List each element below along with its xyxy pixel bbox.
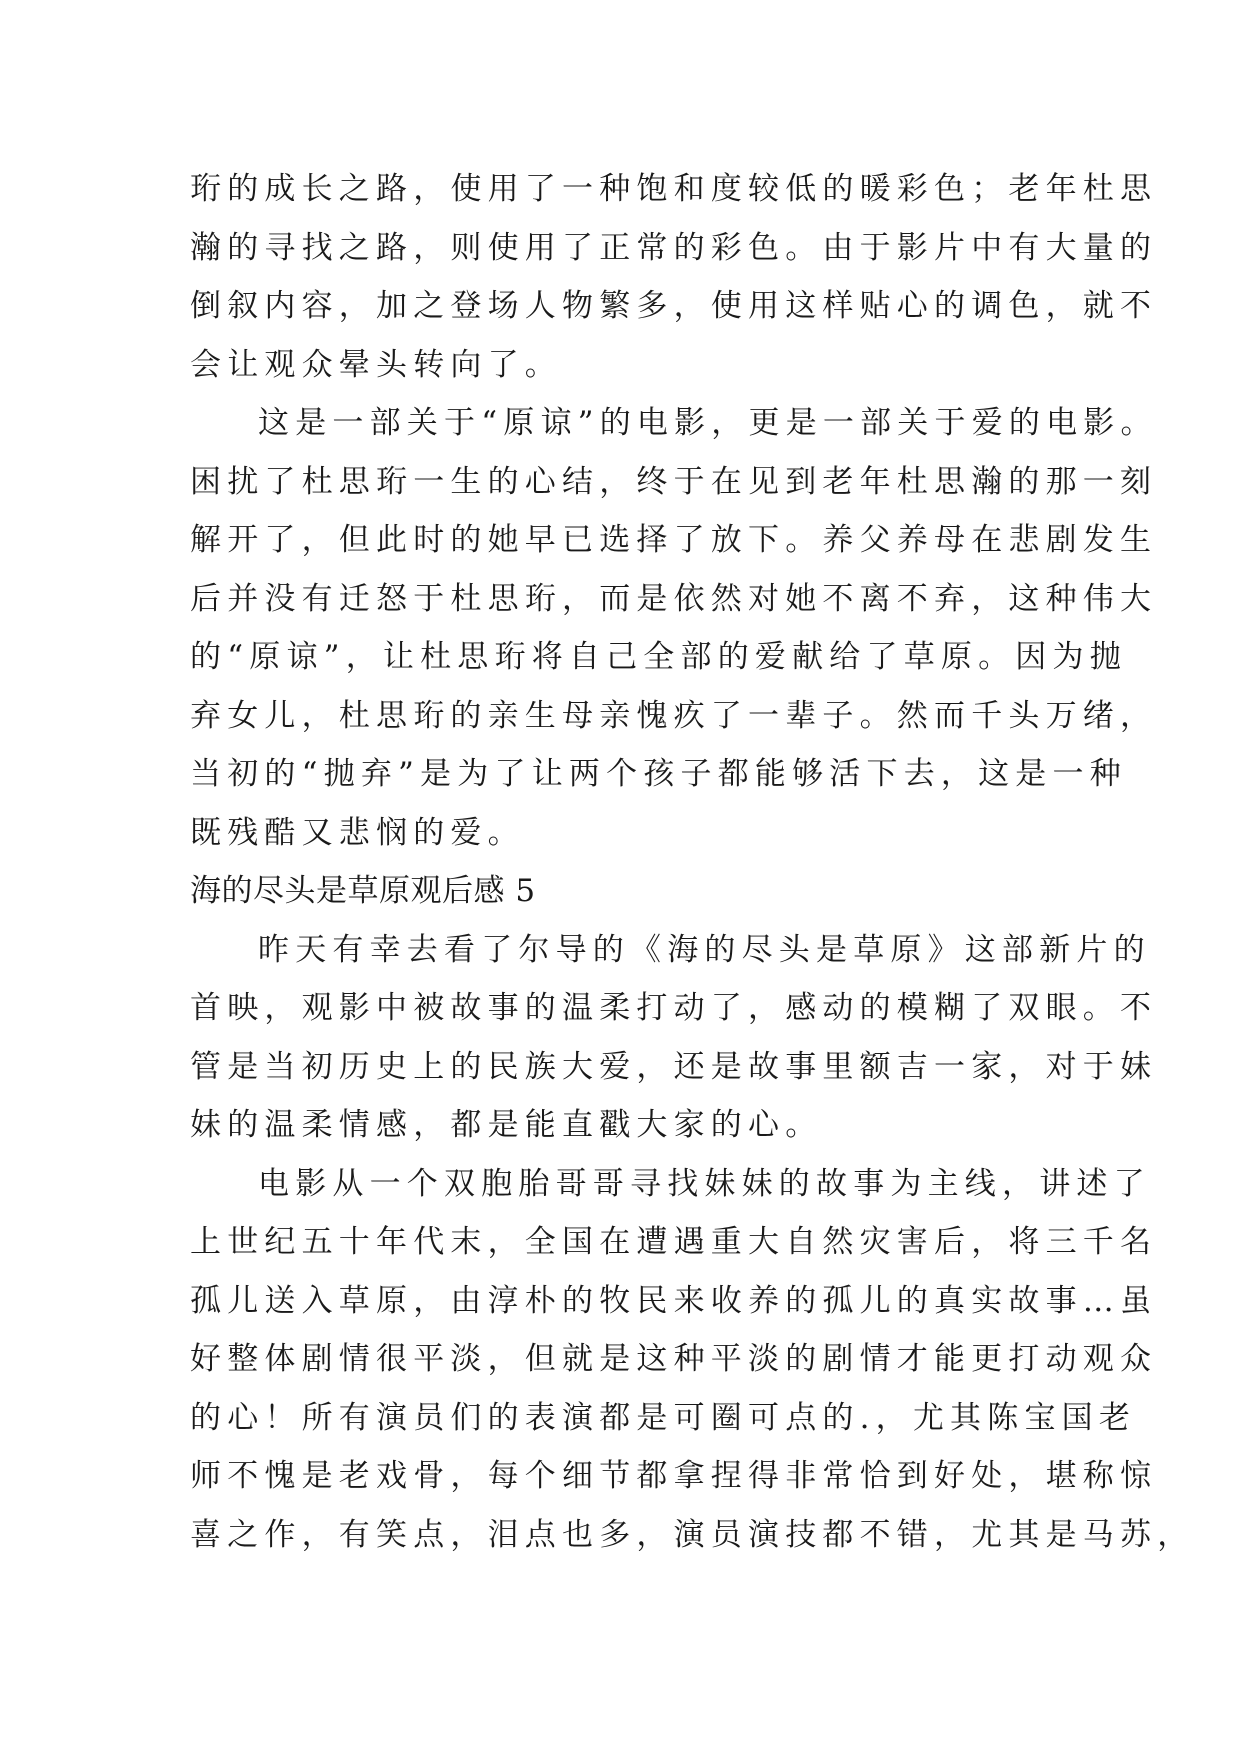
paragraph-4 — [190, 1155, 1195, 1565]
text-line: 的心！所有演员们的表演都是可圈可点的.，尤其陈宝国老 — [190, 1399, 1137, 1436]
text-line: 的“原谅”，让杜思珩将自己全部的爱献给了草原。因为抛 — [190, 639, 1127, 675]
text-line: 好整体剧情很平淡，但就是这种平淡的剧情才能更打动观众 — [190, 1341, 1158, 1377]
text-line: 瀚的寻找之路，则使用了正常的彩色。由于影片中有大量的 — [190, 229, 1158, 266]
text-line: 首映，观影中被故事的温柔打动了，感动的模糊了双眼。不 — [190, 990, 1158, 1026]
text-line: 上世纪五十年代末，全国在遭遇重大自然灾害后，将三千名 — [190, 1224, 1158, 1260]
text-line: 电影从一个双胞胎哥哥寻找妹妹的故事为主线，讲述了 — [258, 1165, 1151, 1202]
text-line: 会让观众晕头转向了。 — [190, 346, 562, 383]
text-line: 这是一部关于“原谅”的电影，更是一部关于爱的电影。 — [258, 405, 1158, 441]
text-line: 师不愧是老戏骨，每个细节都拿捏得非常恰到好处，堪称惊 — [190, 1458, 1158, 1494]
text-line: 昨天有幸去看了尔导的《海的尽头是草原》这部新片的 — [258, 931, 1151, 968]
text-line: 喜之作，有笑点，泪点也多，演员演技都不错，尤其是马苏， — [190, 1516, 1195, 1553]
text-line: 既残酷又悲悯的爱。 — [190, 814, 525, 851]
paragraph-3 — [190, 921, 1158, 1155]
text-line: 珩的成长之路，使用了一种饱和度较低的暖彩色；老年杜思 — [190, 171, 1158, 207]
paragraph-2 — [190, 394, 1158, 862]
text-line: 当初的“抛弃”是为了让两个孩子都能够活下去，这是一种 — [190, 756, 1127, 792]
text-line: 困扰了杜思珩一生的心结，终于在见到老年杜思瀚的那一刻 — [190, 463, 1158, 500]
text-line: 倒叙内容，加之登场人物繁多，使用这样贴心的调色，就不 — [190, 288, 1158, 324]
text-line: 后并没有迁怒于杜思珩，而是依然对她不离不弃，这种伟大 — [190, 580, 1158, 617]
text-line: 妹的温柔情感，都是能直戳大家的心。 — [190, 1107, 823, 1143]
document-body — [190, 160, 1195, 1564]
section-heading: 海的尽头是草原观后感 5 — [190, 873, 536, 909]
text-line: 解开了，但此时的她早已选择了放下。养父养母在悲剧发生 — [190, 522, 1158, 558]
text-line: 孤儿送入草原，由淳朴的牧民来收养的孤儿的真实故事…虽 — [190, 1282, 1158, 1319]
text-line: 管是当初历史上的民族大爱，还是故事里额吉一家，对于妹 — [190, 1048, 1158, 1085]
paragraph-1 — [190, 160, 1158, 394]
text-line: 弃女儿，杜思珩的亲生母亲愧疚了一辈子。然而千头万绪， — [190, 697, 1158, 734]
